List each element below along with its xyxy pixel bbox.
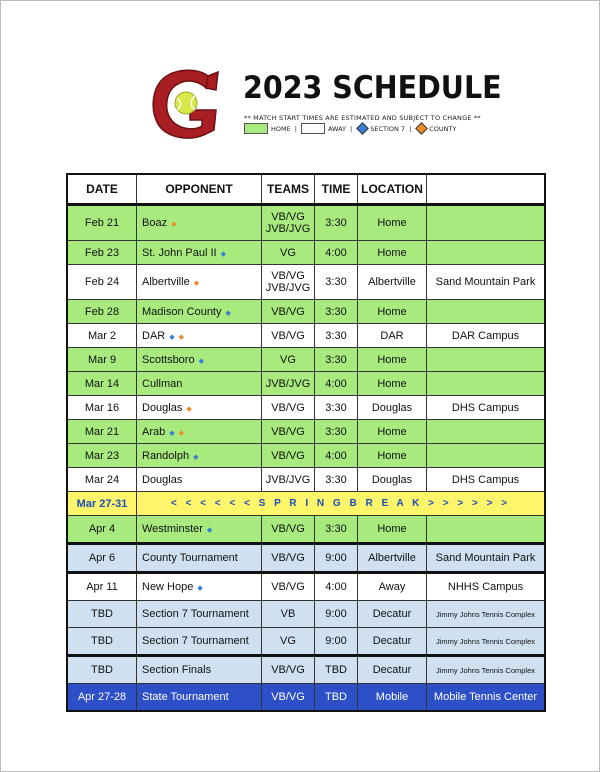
cell-date: Mar 16 [67, 396, 137, 420]
schedule-note: ** MATCH START TIMES ARE ESTIMATED AND SUBJECT TO CHANGE ** [244, 114, 481, 122]
cell-teams [262, 444, 315, 468]
opponent-name: Scottsboro [142, 353, 195, 366]
cell-teams [262, 601, 315, 628]
cell-location: Home [358, 516, 427, 544]
cell-location: Decatur [358, 656, 427, 684]
opponent-name: Randolph [142, 449, 190, 462]
opponent-name: St. John Paul II [142, 246, 217, 259]
cell-teams [262, 372, 315, 396]
cell-opponent [137, 444, 262, 468]
cell-time: 9:00 [315, 628, 358, 656]
cell-date: Feb 28 [67, 300, 137, 324]
cell-date: Apr 4 [67, 516, 137, 544]
cell-location: Home [358, 300, 427, 324]
table-row [67, 516, 545, 544]
cell-teams [262, 241, 315, 265]
cell-date: Feb 23 [67, 241, 137, 265]
opponent-name: Section 7 Tournament [142, 608, 249, 620]
teams-line: VB/VG [271, 329, 305, 342]
school-logo [146, 66, 230, 142]
cell-teams [262, 348, 315, 372]
cell-time: 3:30 [315, 265, 358, 300]
cell-teams [262, 656, 315, 684]
opponent-name: Albertville [142, 276, 190, 288]
header-opponent: OPPONENT [137, 174, 262, 205]
cell-opponent [137, 516, 262, 544]
cell-opponent [137, 544, 262, 573]
cell-date: TBD [67, 656, 137, 684]
cell-opponent [137, 348, 262, 372]
opponent-name: Section Finals [142, 664, 212, 676]
header-teams: TEAMS [262, 174, 315, 205]
cell-teams [262, 300, 315, 324]
cell-venue: NHHS Campus [427, 573, 546, 601]
teams-line: VB/VG [271, 211, 305, 223]
teams-line: VB/VG [271, 401, 305, 414]
table-row [67, 573, 545, 601]
teams-line: VB [280, 608, 296, 620]
cell-opponent [137, 241, 262, 265]
cell-venue: Sand Mountain Park [427, 265, 546, 300]
teams-line: JVB/JVG [265, 223, 311, 235]
section7-diamond-icon [356, 122, 369, 135]
cell-time: TBD [315, 656, 358, 684]
header-time: TIME [315, 174, 358, 205]
cell-opponent [137, 684, 262, 712]
cell-location: Home [358, 241, 427, 265]
cell-teams [262, 396, 315, 420]
cell-location: Home [358, 420, 427, 444]
opponent-name: Douglas [142, 473, 183, 486]
cell-time: 3:30 [315, 324, 358, 348]
opponent-name: Douglas [142, 401, 183, 414]
table-row [67, 656, 545, 684]
section7-marker-icon: ◆ [169, 429, 175, 437]
cell-date: Mar 27-31 [67, 492, 137, 516]
cell-time: 3:30 [315, 205, 358, 241]
opponent-name: Arab [142, 425, 166, 438]
opponent-name: New Hope [142, 581, 194, 593]
cell-time: 3:30 [315, 396, 358, 420]
cell-opponent [137, 324, 262, 348]
cell-time: 3:30 [315, 420, 358, 444]
cell-time: 3:30 [315, 300, 358, 324]
cell-time: 3:30 [315, 468, 358, 492]
table-row [67, 205, 545, 241]
cell-date: Apr 11 [67, 573, 137, 601]
header-location: LOCATION [358, 174, 427, 205]
cell-location: Home [358, 348, 427, 372]
cell-opponent [137, 300, 262, 324]
cell-venue: Mobile Tennis Center [427, 684, 546, 712]
cell-venue [427, 444, 546, 468]
table-row [67, 372, 545, 396]
cell-date: Mar 9 [67, 348, 137, 372]
cell-teams [262, 544, 315, 573]
section7-marker-icon: ◆ [169, 333, 175, 341]
opponent-name: State Tournament [142, 691, 229, 703]
cell-location: Home [358, 444, 427, 468]
cell-teams [262, 573, 315, 601]
cell-location: Decatur [358, 601, 427, 628]
opponent-name: County Tournament [142, 552, 238, 564]
cell-time: TBD [315, 684, 358, 712]
table-row [67, 628, 545, 656]
table-header-row [67, 174, 545, 205]
cell-teams [262, 265, 315, 300]
section7-marker-icon: ◆ [220, 250, 226, 258]
cell-opponent [137, 265, 262, 300]
cell-venue: DHS Campus [427, 468, 546, 492]
cell-date: Mar 24 [67, 468, 137, 492]
table-row [67, 544, 545, 573]
cell-location: Albertville [358, 544, 427, 573]
teams-line: VB/VG [271, 664, 305, 676]
teams-line: JVB/JVG [265, 377, 311, 390]
teams-line: VB/VG [271, 449, 305, 462]
cell-date: Mar 14 [67, 372, 137, 396]
cell-venue [427, 348, 546, 372]
table-row [67, 265, 545, 300]
teams-line: VB/VG [271, 270, 305, 282]
table-row [67, 468, 545, 492]
cell-teams [262, 420, 315, 444]
cell-location: Douglas [358, 396, 427, 420]
legend-county: COUNTY [429, 124, 457, 133]
cell-date: Mar 21 [67, 420, 137, 444]
cell-location: Mobile [358, 684, 427, 712]
opponent-name: Cullman [142, 377, 183, 390]
county-marker-icon: ◆ [178, 429, 185, 437]
opponent-name: DAR [142, 329, 166, 342]
section7-marker-icon: ◆ [198, 357, 204, 365]
cell-time: 4:00 [315, 573, 358, 601]
cell-date: Apr 6 [67, 544, 137, 573]
county-marker-icon: ◆ [186, 405, 192, 413]
cell-teams [262, 468, 315, 492]
cell-opponent [137, 601, 262, 628]
table-row [67, 396, 545, 420]
legend-away: AWAY [327, 124, 347, 133]
cell-location: Albertville [358, 265, 427, 300]
cell-location: Home [358, 205, 427, 241]
page-title: 2023 SCHEDULE [243, 70, 502, 106]
cell-location: Decatur [358, 628, 427, 656]
cell-venue: Jimmy Johns Tennis Complex [427, 628, 546, 656]
cell-teams [262, 324, 315, 348]
cell-venue: Jimmy Johns Tennis Complex [427, 601, 546, 628]
cell-time: 3:30 [315, 516, 358, 544]
cell-opponent [137, 205, 262, 241]
cell-location: Home [358, 372, 427, 396]
cell-venue [427, 241, 546, 265]
cell-venue [427, 516, 546, 544]
teams-line: VG [280, 246, 296, 259]
table-row [67, 444, 545, 468]
cell-teams [262, 205, 315, 241]
cell-opponent [137, 372, 262, 396]
cell-opponent [137, 468, 262, 492]
cell-date: Feb 21 [67, 205, 137, 241]
table-row [67, 684, 545, 712]
opponent-name: Section 7 Tournament [142, 635, 249, 647]
teams-line: VB/VG [271, 552, 305, 564]
header-venue [427, 174, 546, 205]
away-swatch [301, 123, 325, 134]
cell-date: Feb 24 [67, 265, 137, 300]
cell-time: 9:00 [315, 601, 358, 628]
teams-line: JVB/JVG [265, 282, 311, 294]
section7-marker-icon: ◆ [197, 585, 203, 592]
cell-teams [262, 516, 315, 544]
cell-date: TBD [67, 601, 137, 628]
table-row [67, 420, 545, 444]
cell-opponent [137, 420, 262, 444]
section7-marker-icon: ◆ [225, 309, 231, 317]
spring-break-banner: < < < < < < S P R I N G B R E A K > > > > > > [137, 492, 546, 516]
header-date: DATE [67, 174, 137, 205]
table-row [67, 348, 545, 372]
cell-opponent [137, 628, 262, 656]
cell-venue: DAR Campus [427, 324, 546, 348]
cell-venue [427, 300, 546, 324]
county-marker-icon: ◆ [171, 221, 177, 228]
teams-line: VB/VG [271, 425, 305, 438]
teams-line: VG [280, 635, 296, 647]
table-row [67, 241, 545, 265]
cell-time: 9:00 [315, 544, 358, 573]
teams-line: VB/VG [271, 691, 305, 703]
teams-line: JVB/JVG [265, 473, 311, 486]
cell-location: DAR [358, 324, 427, 348]
opponent-name: Madison County [142, 305, 222, 318]
cell-date: Mar 2 [67, 324, 137, 348]
section7-marker-icon: ◆ [193, 453, 199, 461]
cell-date: TBD [67, 628, 137, 656]
cell-location: Away [358, 573, 427, 601]
county-marker-icon: ◆ [193, 280, 200, 287]
county-diamond-icon [415, 122, 428, 135]
opponent-name: Westminster [142, 523, 203, 535]
section7-marker-icon: ◆ [206, 527, 213, 534]
cell-date: Apr 27-28 [67, 684, 137, 712]
cell-venue: Sand Mountain Park [427, 544, 546, 573]
cell-venue [427, 372, 546, 396]
cell-time: 3:30 [315, 348, 358, 372]
teams-line: VB/VG [271, 523, 305, 535]
cell-venue [427, 205, 546, 241]
cell-teams [262, 628, 315, 656]
cell-venue: DHS Campus [427, 396, 546, 420]
schedule-table [66, 173, 546, 712]
teams-line: VB/VG [271, 305, 305, 318]
cell-opponent [137, 396, 262, 420]
home-swatch [244, 123, 268, 134]
cell-opponent [137, 656, 262, 684]
table-row [67, 601, 545, 628]
cell-location: Douglas [358, 468, 427, 492]
cell-time: 4:00 [315, 444, 358, 468]
cell-date: Mar 23 [67, 444, 137, 468]
teams-line: VG [280, 353, 296, 366]
cell-opponent [137, 573, 262, 601]
cell-venue [427, 420, 546, 444]
opponent-name: Boaz [142, 217, 168, 229]
legend: HOME | AWAY | SECTION 7 | COUNTY [244, 123, 456, 134]
cell-time: 4:00 [315, 372, 358, 396]
table-row [67, 300, 545, 324]
legend-home: HOME [271, 124, 291, 133]
legend-section7: SECTION 7 [370, 124, 406, 133]
cell-time: 4:00 [315, 241, 358, 265]
cell-teams [262, 684, 315, 712]
teams-line: VB/VG [271, 581, 305, 593]
county-marker-icon: ◆ [178, 333, 185, 341]
cell-venue: Jimmy Johns Tennis Complex [427, 656, 546, 684]
table-row [67, 324, 545, 348]
table-row [67, 492, 545, 516]
